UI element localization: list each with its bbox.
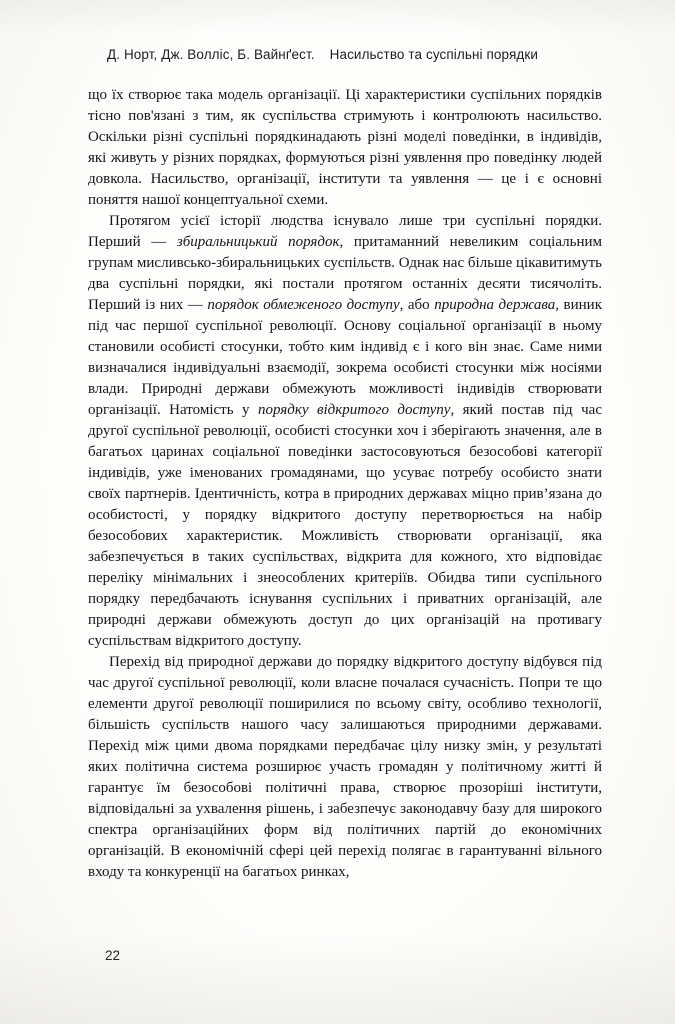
text-run: що їх створює така модель організації. Ці характеристики суспільних порядків тісно пов'язані з тим, як суспільства стримують і контролюють насильство. Оскільки різні суспільні порядкинадають різні моделі поведінки, в індивідів, які живуть у різних порядках, формуються різні уявлення про поведінку людей довкола. Насильство, організації, інститути та уявлення — це і є основні поняття нашої концептуальної схеми. — [88, 87, 602, 208]
italic-text-run: збиральницький порядок — [176, 234, 340, 250]
text-run: Перехід від природної держави до порядку відкритого доступу відбувся під час другої суспільної революції, коли власне почалася сучасність. Попри те що елементи другої революції поширилися по всьому світу, особливо технології, більшість суспільств нашого часу залишаються природними державами. Перехід між цими двома порядками передбачає цілу низку змін, у результаті яких політична система розширює участь громадян у політичному житті й гарантує їм безособові політичні права, створює прозоріші інститути, відповідальні за ухвалення рішень, і забезпечує законодавчу базу для широкого спектра організаційних форм від політичних партій до економічних організацій. В економічній сфері цей перехід полягає в гарантуванні вільного входу та конкуренції на багатьох ринках, — [88, 654, 602, 880]
page-number: 22 — [105, 948, 121, 963]
text-run: , виник під час першої суспільної революції. Основу соціальної організації в ньому становили особисті стосунки, тобто ким індивід є і кого він знає. Саме ними визначалися індивідуальні взаємодії, зокрема особисті стосунки між носіями влади. Природні держави обмежують можливості індивідів створювати організації. Натомість у — [88, 297, 602, 418]
italic-text-run: порядок обмеженого доступу — [207, 297, 400, 313]
paragraph — [88, 211, 602, 652]
text-run: , або — [399, 297, 435, 313]
text-run: , який постав під час другої суспільної революції, особисті стосунки хоч і зберігають значення, але в багатьох царинах соціальної поведінки застосовуються безособові категорії індивідів, уже іменованих громадянами, що усуває потребу особисто знати своїх партнерів. Ідентичність, котра в природних державах міцно прив’язана до особистості, у порядку відкритого доступу перетворюється на набір безособових характеристик. Можливість створювати організації, яка забезпечується в таких суспільствах, відкрита для кожного, хто відповідає переліку мінімальних і знеособлених критеріїв. Обидва типи суспільного порядку передбачають існування суспільних і приватних організацій, але природні держави обмежують доступ до цих організацій на противагу суспільствам відкритого доступу. — [88, 402, 602, 649]
paragraph — [88, 652, 602, 883]
running-header — [107, 47, 538, 62]
italic-text-run: порядку відкритого доступу — [257, 402, 451, 418]
italic-text-run: природна держава — [434, 297, 556, 313]
running-header-authors: Д. Норт, Дж. Волліс, Б. Вайнґест. — [107, 47, 315, 62]
text-run: Протягом усієї історії людства існувало лише три суспільні порядки. Перший — — [88, 213, 602, 250]
running-header-book-title: Насильство та суспільні порядки — [329, 47, 539, 62]
body-text — [88, 85, 602, 883]
paragraph — [88, 85, 602, 211]
text-run: , притаманний невеликим соціальним групам мисливсько-збиральницьких суспільств. Однак нас більше цікавитимуть два суспільні порядки, які постали протягом останніх десяти тисячоліть. Перший із них — — [88, 234, 602, 313]
